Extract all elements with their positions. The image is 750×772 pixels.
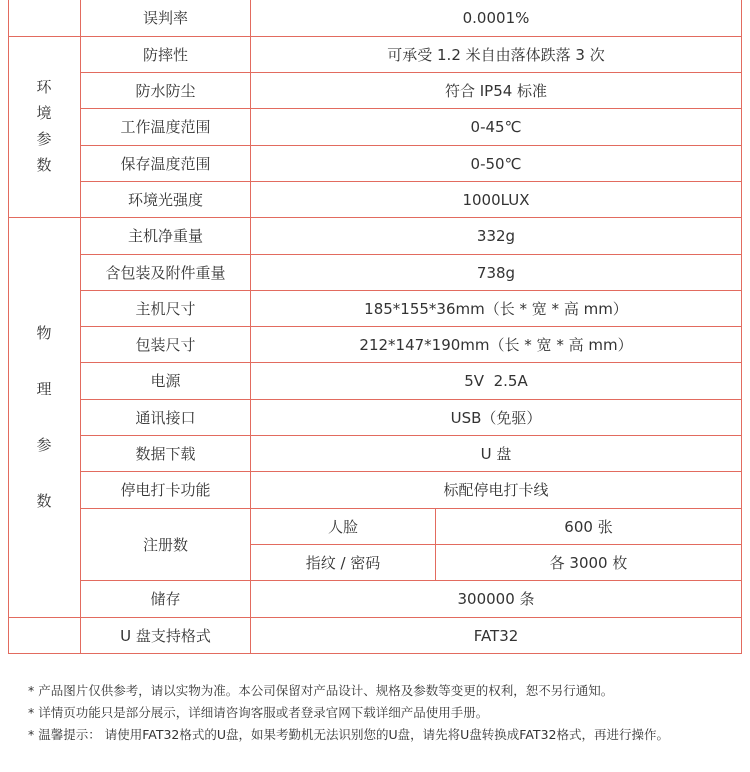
row-label: 数据下载 <box>135 444 196 463</box>
category-char: 环 <box>36 78 52 96</box>
row-label: 储存 <box>150 590 181 608</box>
category-char: 理 <box>36 379 52 398</box>
row-value: 符合 IP54 标准 <box>444 81 548 100</box>
register-face-label: 人脸 <box>327 517 358 536</box>
row-value: 5V 2.5A <box>464 372 528 390</box>
row-label: 防水防尘 <box>135 81 196 100</box>
row-value: 332g <box>476 227 516 245</box>
register-fingerprint-value: 各 3000 枚 <box>549 553 628 572</box>
footnote: * 详情页功能只是部分展示，详细请咨询客服或者登录官网下载详细产品使用手册。 <box>28 705 489 720</box>
row-label: U 盘支持格式 <box>120 626 211 645</box>
row-value: 可承受 1.2 米自由落体跌落 3 次 <box>387 45 605 64</box>
row-value: FAT32 <box>473 626 519 645</box>
category-char: 参 <box>36 130 52 148</box>
row-label: 包装尺寸 <box>135 335 196 354</box>
category-physical <box>8 217 80 617</box>
row-value: 标配停电打卡线 <box>443 481 549 499</box>
row-label: 防摔性 <box>142 45 188 64</box>
row-value: 0-50℃ <box>470 154 522 173</box>
category-char: 参 <box>36 435 52 454</box>
register-face-value: 600 张 <box>564 517 613 536</box>
row-value: U 盘 <box>480 444 512 463</box>
row-label: 含包装及附件重量 <box>105 263 226 282</box>
row-value: 0-45℃ <box>470 118 522 136</box>
category-char: 数 <box>36 491 52 510</box>
row-label: 停电打卡功能 <box>120 481 211 499</box>
row-label: 主机净重量 <box>127 227 203 245</box>
category-char: 数 <box>36 156 52 174</box>
row-label: 环境光强度 <box>127 190 203 209</box>
row-label: 通讯接口 <box>135 408 196 427</box>
register-label: 注册数 <box>142 535 188 554</box>
row-value: 212*147*190mm（长 * 宽 * 高 mm） <box>359 335 633 354</box>
row-value: 0.0001% <box>462 9 530 27</box>
category-environment <box>8 36 80 217</box>
footnotes <box>28 680 669 746</box>
row-value: 185*155*36mm（长 * 宽 * 高 mm） <box>364 299 628 318</box>
row-label: 电源 <box>150 372 181 390</box>
category-char: 境 <box>36 104 52 122</box>
row-value: USB（免驱） <box>450 408 542 427</box>
footnote: * 温馨提示： 请使用FAT32格式的U盘，如果考勤机无法识别您的U盘，请先将U盘转换成FAT32格式，再进行操作。 <box>28 727 669 742</box>
row-label: 误判率 <box>142 9 188 27</box>
register-fingerprint-label: 指纹 / 密码 <box>305 553 381 572</box>
row-label: 工作温度范围 <box>120 118 211 136</box>
footnote: * 产品图片仅供参考，请以实物为准。本公司保留对产品设计、规格及参数等变更的权利，恕不另行通知。 <box>28 683 614 698</box>
category-char: 物 <box>36 323 52 342</box>
row-label: 保存温度范围 <box>120 154 211 173</box>
row-value: 738g <box>476 263 516 282</box>
row-value: 300000 条 <box>457 590 535 608</box>
row-value: 1000LUX <box>462 190 530 209</box>
row-label: 主机尺寸 <box>135 299 196 318</box>
